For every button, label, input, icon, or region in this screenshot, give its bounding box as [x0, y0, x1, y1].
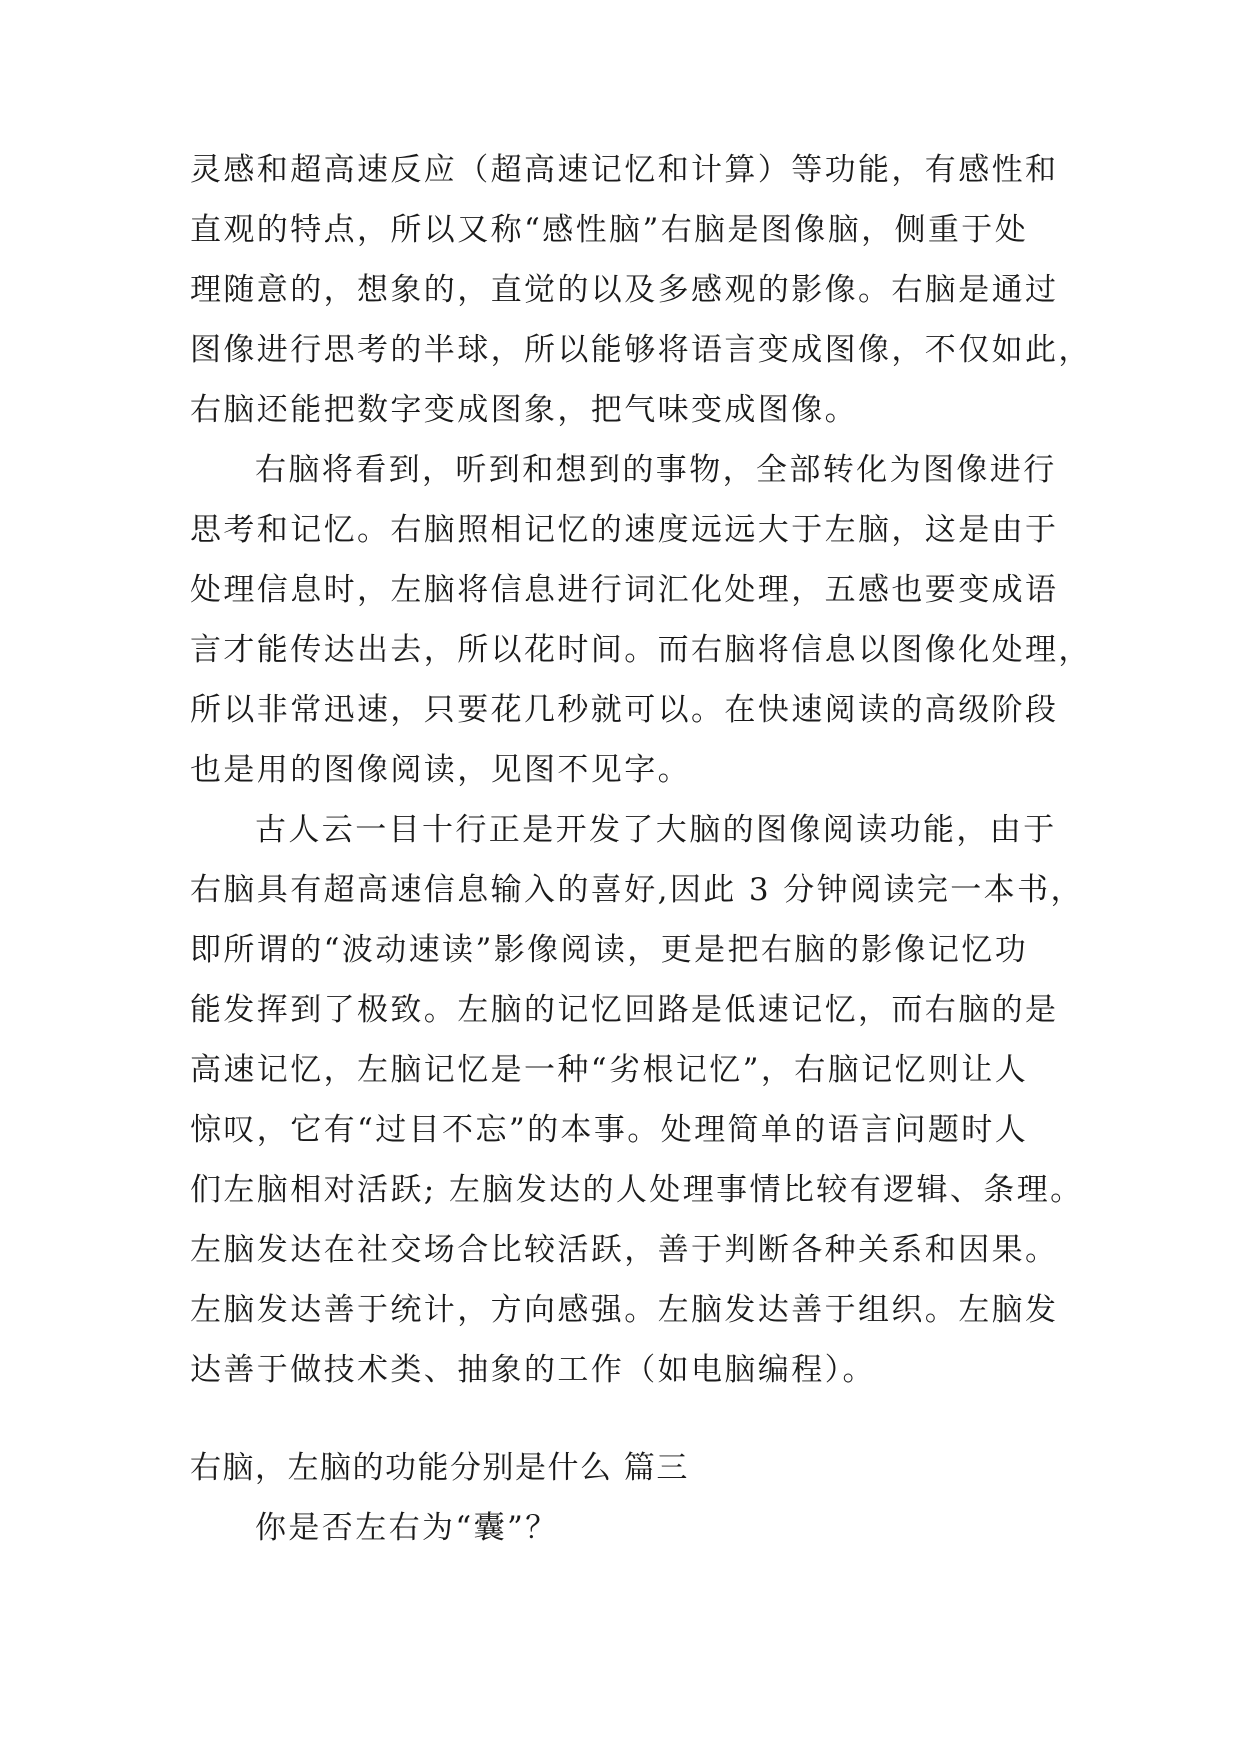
text-line: 灵感和超高速反应（超高速记忆和计算）等功能，有感性和: [190, 152, 1059, 188]
closing-line: 你是否左右为“囊”？: [255, 1510, 559, 1546]
text-line: 们左脑相对活跃; 左脑发达的人处理事情比较有逻辑、条理。: [190, 1172, 1084, 1208]
text-line: 左脑发达善于统计，方向感强。左脑发达善于组织。左脑发: [190, 1292, 1059, 1328]
text-line: 直观的特点，所以又称“感性脑”右脑是图像脑，侧重于处: [190, 212, 1029, 248]
text-line: 能发挥到了极致。左脑的记忆回路是低速记忆，而右脑的是: [190, 992, 1059, 1028]
text-line: 左脑发达在社交场合比较活跃，善于判断各种关系和因果。: [190, 1232, 1059, 1268]
section-heading: 右脑，左脑的功能分别是什么 篇三: [190, 1450, 689, 1486]
text-line: 高速记忆，左脑记忆是一种“劣根记忆”，右脑记忆则让人: [190, 1052, 1029, 1088]
text-line: 古人云一目十行正是开发了大脑的图像阅读功能，由于: [255, 812, 1057, 848]
text-line: 处理信息时，左脑将信息进行词汇化处理，五感也要变成语: [190, 572, 1059, 608]
text-line: 右脑将看到，听到和想到的事物，全部转化为图像进行: [255, 452, 1057, 488]
text-line: 即所谓的“波动速读”影像阅读，更是把右脑的影像记忆功: [190, 932, 1029, 968]
text-line: 理随意的，想象的，直觉的以及多感观的影像。右脑是通过: [190, 272, 1059, 308]
text-line: 惊叹，它有“过目不忘”的本事。处理简单的语言问题时人: [190, 1112, 1029, 1148]
text-line: 达善于做技术类、抽象的工作（如电脑编程）。: [190, 1352, 876, 1388]
text-line: 言才能传达出去，所以花时间。而右脑将信息以图像化处理，: [190, 632, 1092, 668]
text-line: 所以非常迅速，只要花几秒就可以。在快速阅读的高级阶段: [190, 692, 1059, 728]
text-line: 右脑还能把数字变成图象，把气味变成图像。: [190, 392, 858, 428]
text-line: 思考和记忆。右脑照相记忆的速度远远大于左脑，这是由于: [190, 512, 1059, 548]
text-line: 图像进行思考的半球，所以能够将语言变成图像，不仅如此，: [190, 332, 1092, 368]
text-line: 右脑具有超高速信息输入的喜好,因此 3 分钟阅读完一本书，: [190, 872, 1084, 908]
text-line: 也是用的图像阅读，见图不见字。: [190, 752, 691, 788]
